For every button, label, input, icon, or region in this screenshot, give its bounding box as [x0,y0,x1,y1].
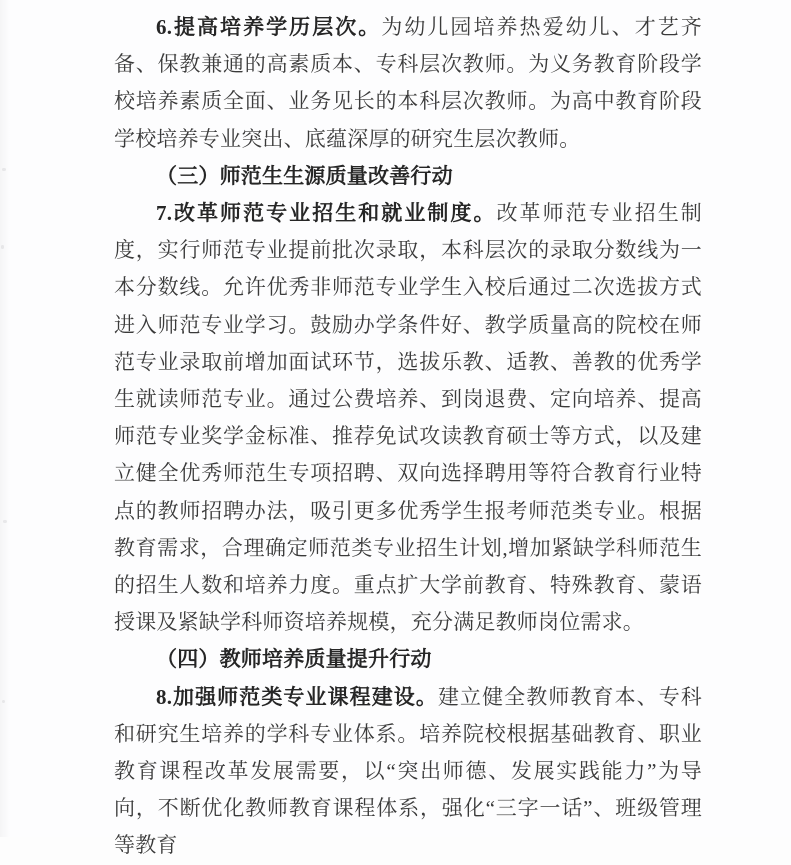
scan-artifact [2,700,5,703]
paragraph-item-6-body: 为幼儿园培养热爱幼儿、才艺齐备、保教兼通的高素质本、专科层次教师。为义务教育阶段学校培养素质全面、业务见长的本科层次教师。为高中教育阶段学校培养专业突出、底蕴深厚的研究生层次教师。 [114,15,702,151]
section-heading-four-label: （四）教师培养质量提升行动 [156,647,432,672]
document-text-block [114,9,702,865]
scan-artifact [1,245,4,249]
scan-artifact [2,168,6,171]
paragraph-item-8-lead: 8.加强师范类专业课程建设。 [156,684,438,709]
paragraph-item-7 [114,195,702,641]
paragraph-item-6 [114,9,702,158]
paragraph-item-6-lead: 6.提高培养学历层次。 [156,15,382,39]
section-heading-four [114,641,702,678]
paragraph-item-7-lead: 7.改革师范专业招生和就业制度。 [156,201,497,226]
section-heading-three [114,158,702,195]
section-heading-three-label: （三）师范生生源质量改善行动 [156,163,453,188]
paragraph-item-8-body: 建立健全教师教育本、专科和研究生培养的学科专业体系。培养院校根据基础教育、职业教育课程改革发展需要，以“突出师德、发展实践能力”为导向，不断优化教师教育课程体系，强化“三字一话”、班级管理等教育 [114,684,702,858]
scan-artifact [3,520,7,523]
paragraph-item-7-body: 改革师范专业招生制度，实行师范专业提前批次录取，本科层次的录取分数线为一本分数线。允许优秀非师范专业学生入校后通过二次选拔方式进入师范专业学习。鼓励办学条件好、教学质量高的院校在师范专业录取前增加面试环节，选拔乐教、适教、善教的优秀学生就读师范专业。通过公费培养、到岗退费、定向培养、提高师范专业奖学金标准、推荐免试攻读教育硕士等方式，以及建立健全优秀师范生专项招聘、双向选择聘用等符合教育行业特点的教师招聘办法，吸引更多优秀学生报考师范类专业。根据教育需求，合理确定师范类专业招生计划,增加紧缺学科师范生的招生人数和培养力度。重点扩大学前教育、特殊教育、蒙语授课及紧缺学科师资培养规模，充分满足教师岗位需求。 [114,201,702,635]
